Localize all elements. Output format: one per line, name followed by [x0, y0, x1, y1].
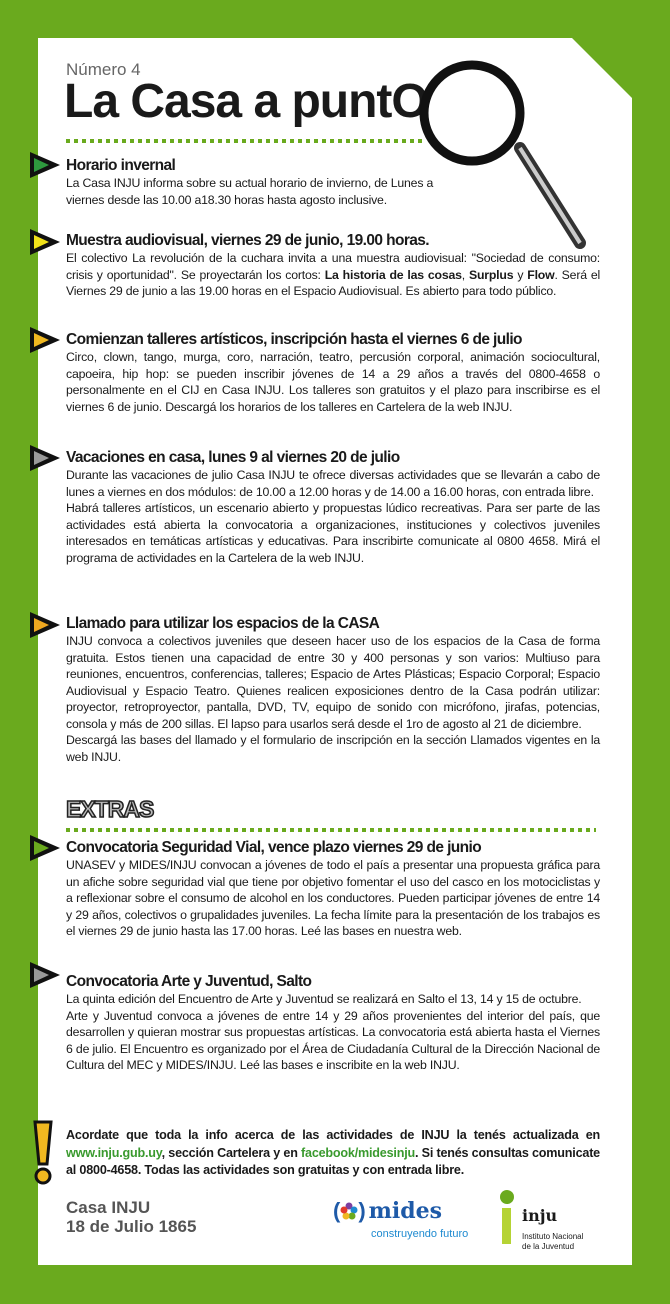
section-muestra [66, 231, 600, 300]
title-text: La Casa a punt [64, 75, 392, 128]
inju-line: de la Juventud [522, 1242, 575, 1251]
extra-seguridad-vial [66, 838, 600, 940]
info-note [66, 1127, 600, 1180]
arrow-icon [30, 229, 60, 255]
title-o: O [391, 75, 428, 128]
section-title: Muestra audiovisual, viernes 29 de junio, 19.00 horas. [66, 232, 430, 249]
extras-heading: EXTRAS [66, 796, 154, 822]
note-text: Acordate que toda la info acerca de las actividades de INJU la tenés actualizada en [66, 1128, 600, 1142]
inju-name: inju [522, 1206, 558, 1225]
mides-name: mides [368, 1198, 443, 1224]
film-title: Flow [527, 267, 555, 282]
inju-website-link[interactable]: www.inju.gub.uy [66, 1145, 162, 1160]
section-body: UNASEV y MIDES/INJU convocan a jóvenes de todo el país a presentar una propuesta gráfica para un afiche sobre seguridad vial que tiene por objetivo fomentar el uso del casco en los motociclistas y a reflexionar sobre el consumo de alcohol en los conductores. Pueden participar jóvenes de entre 14 y 29 años, colectivos o grupalidades juveniles. La fecha límite para la presentación de los trabajos es el viernes 29 de junio hasta las 17.00 horas. Leé las bases en nuestra web. [66, 858, 600, 938]
address-line: Casa INJU [66, 1198, 151, 1217]
exclamation-icon [33, 1120, 53, 1186]
section-body: Arte y Juventud convoca a jóvenes de entre 14 y 29 años provenientes del interior del país, que desarrollen y quieran mostrar sus propuestas artísticas. La convocatoria está abierta hasta el Viernes 6 de julio. El Encuentro es organizado por el Área de Ciudadanía Cultural de la Dirección Nacional de Cultura del MEC y MIDES/INJU. Leé las bases e inscribite en la web INJU. [66, 1008, 600, 1072]
arrow-icon [30, 327, 60, 353]
arrow-icon [30, 152, 60, 178]
arrow-icon [30, 962, 60, 988]
section-title: Horario invernal [66, 157, 176, 174]
section-title: Convocatoria Seguridad Vial, vence plazo viernes 29 de junio [66, 839, 482, 856]
section-title: Vacaciones en casa, lunes 9 al viernes 20 de julio [66, 449, 400, 466]
section-body: Habrá talleres artísticos, un escenario abierto y propuestas lúdico recreativas. Para ser parte de las actividades está abierta la convocatoria a organizaciones, instituciones y colectivos juveniles interesados en temáticas artísticas y educativas. Para inscribirte comunicate al 0800 4658. Mirá el programa de actividades en la Cartelera de la web INJU. [66, 501, 600, 565]
address [66, 1198, 196, 1236]
section-body: La Casa INJU informa sobre su actual horario de invierno, de Lunes a viernes desde las 10.00 a18.30 horas hasta agosto inclusive. [66, 176, 434, 207]
section-llamado [66, 614, 600, 765]
body-text: El colectivo La revolución de la cuchara invita a una muestra audiovisual: "Sociedad de consumo: crisis y oportunidad". Se proyectarán los cortos: [66, 251, 600, 282]
section-body: Durante las vacaciones de julio Casa INJU te ofrece diversas actividades que se llevarán a cabo de lunes a viernes en dos módulos: de 10.00 a 12.00 horas y de 14.00 a 16.00 horas, con entrada libre. [66, 468, 600, 499]
arrow-icon [30, 835, 60, 861]
inju-i-icon [500, 1190, 514, 1244]
section-vacaciones [66, 448, 600, 566]
page-title [64, 74, 428, 129]
section-horario [66, 156, 466, 208]
address-line: 18 de Julio 1865 [66, 1217, 197, 1236]
paren: ) [358, 1198, 366, 1223]
mides-star-icon [340, 1202, 358, 1220]
body-text: . Será el Viernes 29 de junio a las 19.00 horas en el Espacio Audiovisual. Es abierto para todo público. [66, 267, 601, 298]
section-body [66, 250, 600, 300]
issue-number: Número 4 [66, 60, 141, 79]
extra-arte-juventud [66, 972, 600, 1074]
arrow-icon [30, 445, 60, 471]
arrow-icon [30, 612, 60, 638]
mides-logo [333, 1198, 468, 1240]
extras-divider [66, 828, 596, 832]
section-body: INJU convoca a colectivos juveniles que deseen hacer uso de los espacios de la Casa de forma gratuita. Estos tienen una capacidad de entre 30 y 400 personas y son varios: Multiuso para reuniones, encuentros, conferencias, talleres; Espacio de Artes Plásticas; Espacio Corporal; Espacio Audiovisual y Espacio Teatro. Quienes realicen exposiciones dentro de la Casa podrán utilizar: proyector, retroproyector, pantalla, DVD, TV, equipo de sonido con micrófono, jirafas, potencias, consola y más de 200 sillas. El lapso para usarlos será desde el 1ro de agosto al 21 de diciembre. [66, 634, 600, 731]
section-body: Circo, clown, tango, murga, coro, narración, teatro, percusión corporal, animación sociocultural, capoeira, hip hop: se pueden inscribir jóvenes de 14 a 29 años a través del 0800-4658 o personalmente en el CIJ en Casa INJU. Los talleres son gratuitos y el plazo para inscribirse es el viernes 6 de junio. Descargá los horarios de los talleres en Cartelera de la web INJU. [66, 350, 600, 414]
film-title: La historia de las cosas [324, 267, 462, 282]
film-title: Surplus [468, 267, 514, 282]
section-body: La quinta edición del Encuentro de Arte y Juventud se realizará en Salto el 13, 14 y 15 de octubre. [66, 992, 582, 1006]
section-title: Llamado para utilizar los espacios de la CASA [66, 615, 380, 632]
sep: y [513, 267, 528, 282]
section-title: Convocatoria Arte y Juventud, Salto [66, 973, 312, 990]
note-text: . Si tenés consultas comunicate al 0800-4658. Todas las actividades son gratuitas y con entrada libre. [66, 1145, 600, 1177]
sep: , [461, 267, 469, 282]
mides-tagline: construyendo futuro [371, 1228, 469, 1240]
note-text: , sección Cartelera y en [161, 1145, 302, 1160]
section-title: Comienzan talleres artísticos, inscripción hasta el viernes 6 de julio [66, 331, 522, 348]
inju-line: Instituto Nacional [522, 1232, 584, 1241]
section-talleres [66, 330, 600, 415]
facebook-link[interactable]: facebook/midesinju [301, 1145, 415, 1160]
section-body: Descargá las bases del llamado y el formulario de inscripción en la sección Llamados vigentes en la web INJU. [66, 733, 600, 764]
paren: ( [333, 1198, 341, 1223]
title-divider [66, 139, 426, 143]
inju-subtitle [522, 1232, 602, 1252]
